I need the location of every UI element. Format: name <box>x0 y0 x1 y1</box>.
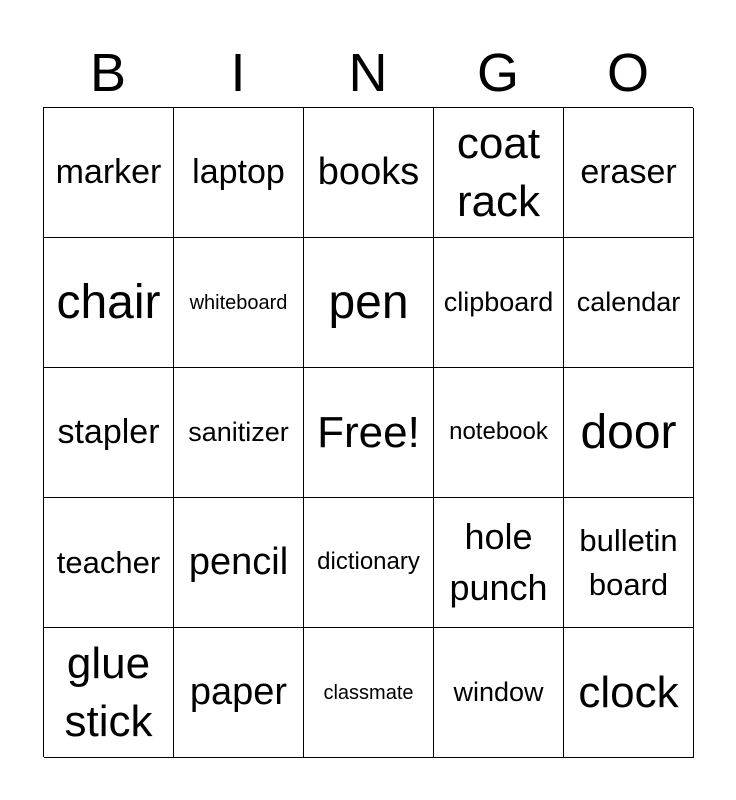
bingo-cell-b5[interactable]: glue stick <box>44 628 174 758</box>
bingo-board <box>43 107 693 757</box>
bingo-cell-b3[interactable]: stapler <box>44 368 174 498</box>
bingo-cell-b1[interactable]: marker <box>44 108 174 238</box>
header-letter-b: B <box>89 43 127 103</box>
bingo-cell-o4[interactable]: bulletin board <box>564 498 694 628</box>
bingo-cell-n2[interactable]: pen <box>304 238 434 368</box>
bingo-cell-i5[interactable]: paper <box>174 628 304 758</box>
header-letter-i: I <box>230 43 246 103</box>
header-letter-o: O <box>606 43 649 103</box>
bingo-cell-o3[interactable]: door <box>564 368 694 498</box>
bingo-cell-g3[interactable]: notebook <box>434 368 564 498</box>
bingo-cell-o1[interactable]: eraser <box>564 108 694 238</box>
bingo-cell-n3[interactable]: Free! <box>304 368 434 498</box>
bingo-cell-b2[interactable]: chair <box>44 238 174 368</box>
bingo-cell-n4[interactable]: dictionary <box>304 498 434 628</box>
bingo-cell-i1[interactable]: laptop <box>174 108 304 238</box>
bingo-cell-i2[interactable]: whiteboard <box>174 238 304 368</box>
header-letter-g: G <box>476 43 519 103</box>
bingo-cell-g4[interactable]: hole punch <box>434 498 564 628</box>
bingo-cell-n5[interactable]: classmate <box>304 628 434 758</box>
header-letter-n: N <box>348 43 388 103</box>
bingo-cell-n1[interactable]: books <box>304 108 434 238</box>
bingo-cell-i3[interactable]: sanitizer <box>174 368 304 498</box>
bingo-cell-g5[interactable]: window <box>434 628 564 758</box>
bingo-cell-i4[interactable]: pencil <box>174 498 304 628</box>
bingo-cell-g2[interactable]: clipboard <box>434 238 564 368</box>
bingo-cell-o2[interactable]: calendar <box>564 238 694 368</box>
bingo-cell-o5[interactable]: clock <box>564 628 694 758</box>
bingo-cell-g1[interactable]: coat rack <box>434 108 564 238</box>
bingo-cell-b4[interactable]: teacher <box>44 498 174 628</box>
bingo-header <box>43 40 693 106</box>
